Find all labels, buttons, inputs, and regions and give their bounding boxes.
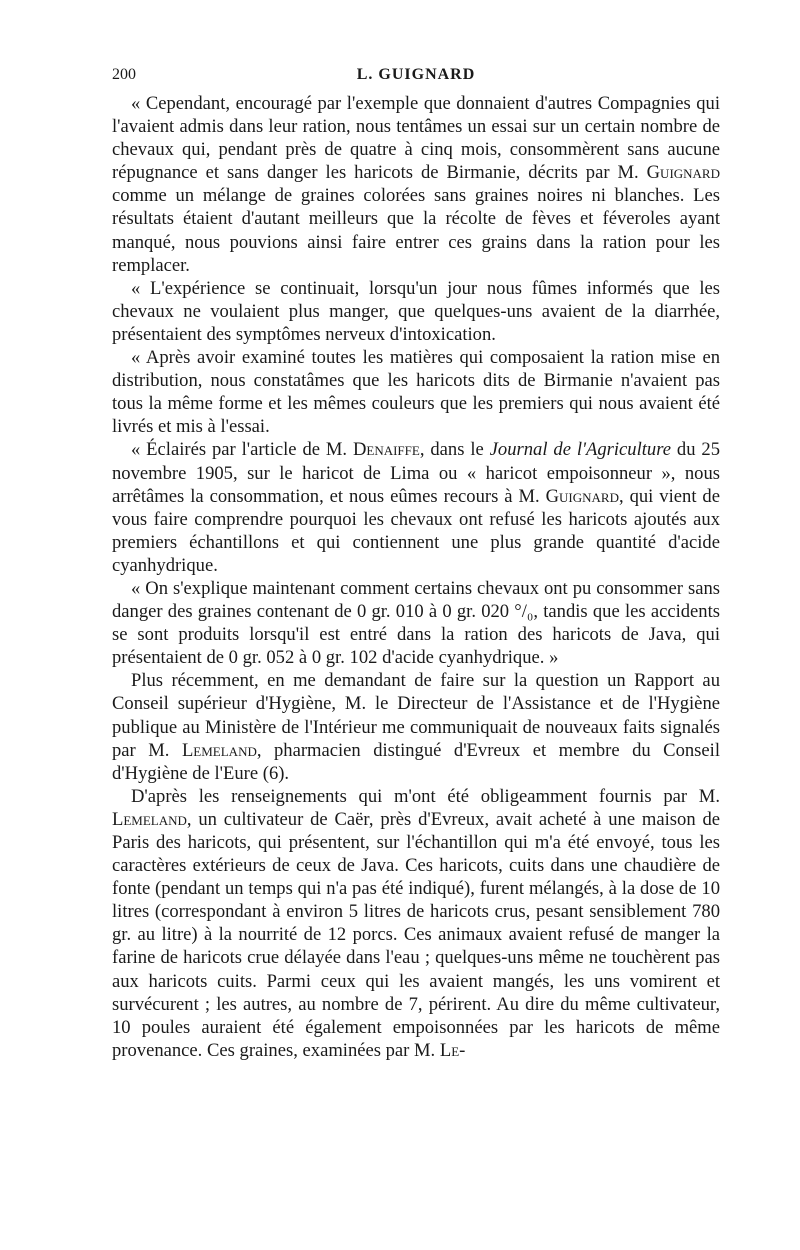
paragraph: [112, 92, 720, 277]
text-segment: « On s'explique maintenant comment certains chevaux ont pu consommer sans danger des graines contenant de 0 gr. 010 à 0 gr. 020 °/₀, tandis que les accidents se sont produits lorsqu'il est entré dans la ration des haricots de Java, qui présentaient de 0 gr. 052 à 0 gr. 102 d'acide cyanhydrique. »: [112, 577, 720, 669]
paragraph: [112, 785, 720, 1062]
body-text: [112, 92, 720, 1062]
text-segment: « Cependant, encouragé par l'exemple que donnaient d'autres Compagnies qui l'avaient admis dans leur ration, nous tentâmes un essai sur un certain nombre de chevaux qui, pendant près de quatre à cinq mois, consommèrent sans aucune répugnance et sans danger les haricots de Birmanie, décrits par M.: [112, 93, 720, 184]
text-segment: , pharmacien distingué d'Evreux et membre du Conseil d'Hygiène de l'Eure (6).: [112, 739, 720, 784]
text-segment: D'après les renseignements qui m'ont été obligeamment fournis par M.: [131, 785, 720, 807]
paragraph: [112, 277, 720, 346]
paragraph: [112, 577, 720, 669]
running-header: [112, 66, 720, 92]
text-segment: , dans le: [419, 439, 490, 461]
author-name: Guignard: [646, 162, 720, 184]
author-name: Denaiffe: [352, 439, 420, 461]
text-segment: , un cultivateur de Caër, près d'Evreux, avait acheté à une maison de Paris des haricots, qui présentent, sur l'échantillon qui m'a été envoyé, tous les caractères extérieurs de ceux de Java. Ces haricots, cuits dans une chaudière de fonte (pendant un temps qui n'a pas été indiqué), furent mélangés, à la dose de 10 litres (correspondant à environ 5 litres de haricots crus, pesant sensiblement 780 gr. au litre) à la nourrité de 12 porcs. Ces animaux avaient refusé de manger la farine de haricots crue délayée dans l'eau ; quelques-uns même ne touchèrent pas aux haricots cuits. Parmi ceux qui les avaient mangés, les uns vomirent et survécurent ; les autres, au nombre de 7, périrent. Au dire du même cultivateur, 10 poules auraient été également empoisonnées par les haricots de même provenance. Ces graines, examinées par M.: [112, 808, 720, 1061]
paragraph: [112, 438, 720, 577]
author-name: Le-: [439, 1039, 466, 1061]
author-name: Guignard: [545, 485, 619, 507]
text-segment: « Après avoir examiné toutes les matières qui composaient la ration mise en distribution, nous constatâmes que les haricots dits de Birmanie n'avaient pas tous la même forme et les mêmes couleurs que les premiers qui nous avaient été livrés et mis à l'essai.: [112, 347, 720, 438]
text-segment: , qui vient de vous faire comprendre pourquoi les chevaux ont refusé les haricots ajoutés aux premiers échantillons et qui contiennent une plus grande quantité d'acide cyanhydrique.: [112, 485, 720, 576]
author-name: Lemeland: [181, 739, 257, 761]
book-page: [112, 66, 720, 1062]
text-segment: du 25 novembre 1905, sur le haricot de Lima ou « haricot empoisonneur », nous arrêtâmes la consommation, et nous eûmes recours à M.: [112, 439, 720, 507]
text-segment: « Éclairés par l'article de M.: [131, 439, 353, 461]
paragraph: [112, 346, 720, 438]
text-segment: « L'expérience se continuait, lorsqu'un jour nous fûmes informés que les chevaux ne voulaient plus manger, que quelques-uns avaient de la diarrhée, présentaient des symptômes nerveux d'intoxication.: [112, 277, 720, 345]
text-segment: comme un mélange de graines colorées sans graines noires ni blanches. Les résultats étaient d'autant meilleurs que la récolte de fèves et féveroles ayant manqué, nous pouvions ainsi faire entrer ces grains dans la ration pour les remplacer.: [112, 185, 720, 276]
paragraph: [112, 669, 720, 784]
author-name: Lemeland: [112, 808, 187, 830]
text-segment: Plus récemment, en me demandant de faire sur la question un Rapport au Conseil supérieur d'Hygiène, M. le Directeur de l'Assistance et de l'Hygiène publique au Ministère de l'Intérieur me communiquait de nouveaux faits signalés par M.: [112, 670, 720, 761]
page-number: 200: [112, 66, 136, 83]
author-header: L. GUIGNARD: [356, 66, 476, 83]
journal-title: Journal de l'Agriculture: [489, 439, 672, 461]
